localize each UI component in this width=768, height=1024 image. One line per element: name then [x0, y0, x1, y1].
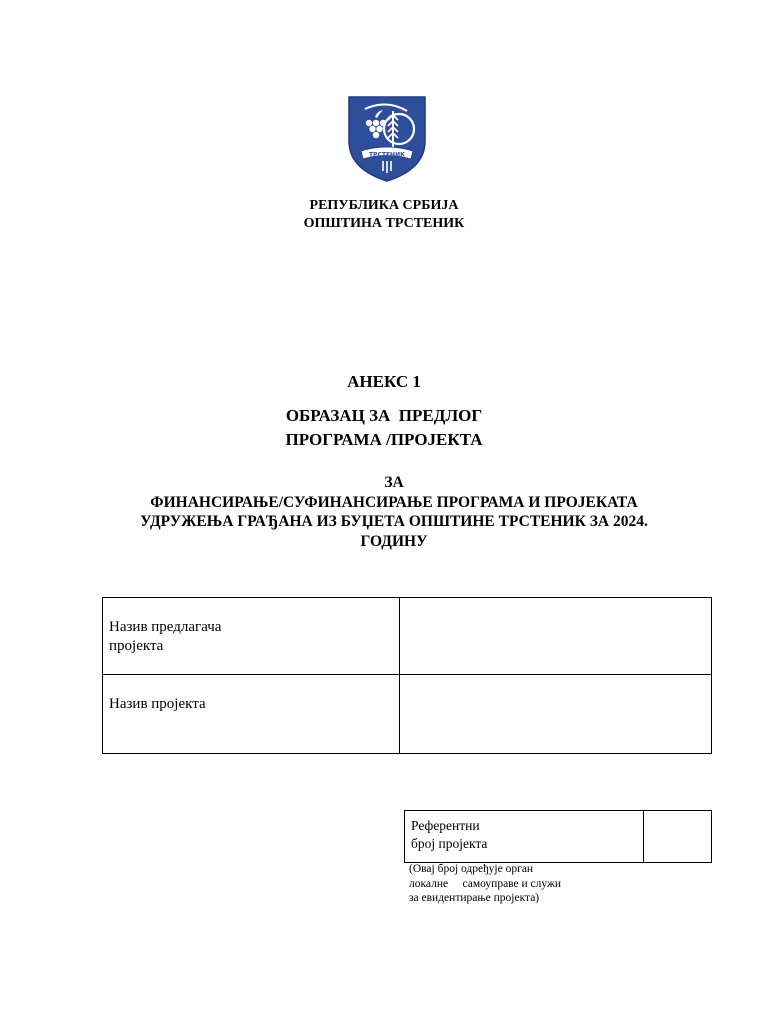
municipality-name: ОПШТИНА ТРСТЕНИК: [303, 216, 465, 231]
municipal-crest-icon: [347, 95, 427, 183]
project-name-field[interactable]: [400, 675, 712, 754]
reference-number-table: [404, 810, 712, 863]
reference-note: [409, 862, 599, 906]
form-title-line1: ОБРАЗАЦ ЗА ПРЕДЛОГ: [285, 406, 483, 425]
reference-note-line2: локалне самоуправе и служи: [409, 877, 562, 890]
reference-number-field[interactable]: [644, 811, 712, 863]
country-name: РЕПУБЛИКА СРБИЈА: [309, 198, 459, 213]
form-title-line2: ПРОГРАМА /ПРОЈЕКТА: [285, 430, 483, 449]
table-row: [103, 675, 712, 754]
purpose-line4: ГОДИНУ: [360, 532, 428, 550]
reference-label-line1: Референтни: [411, 818, 480, 833]
table-row: [405, 811, 712, 863]
annex-title: АНЕКС 1: [347, 372, 421, 391]
proposer-label-line2: пројекта: [109, 638, 164, 654]
form-title: [0, 404, 768, 452]
reference-note-line1: (Овај број одређује орган: [409, 863, 534, 875]
project-info-table: [102, 597, 712, 754]
purpose-heading: [60, 473, 728, 551]
reference-label-line2: број пројекта: [411, 836, 488, 851]
project-label-line1: Назив пројекта: [109, 696, 206, 712]
table-row: [103, 598, 712, 675]
purpose-line3: УДРУЖЕЊА ГРАЂАНА ИЗ БУЏЕТА ОПШТИНЕ ТРСТЕНИК ЗА 2024.: [140, 513, 648, 530]
reference-label-cell: [405, 811, 644, 863]
proposer-label-cell: [103, 598, 400, 675]
proposer-label-line1: Назив предлагача: [109, 619, 222, 635]
proposer-name-field[interactable]: [400, 598, 712, 675]
project-label-cell: [103, 675, 400, 754]
crest-ribbon-text: ТРСТЕНИК: [368, 151, 406, 159]
document-header: [0, 197, 768, 233]
purpose-line1: ЗА: [384, 474, 404, 491]
purpose-line2: ФИНАНСИРАЊЕ/СУФИНАНСИРАЊЕ ПРОГРАМА И ПРОЈЕКАТА: [150, 493, 638, 511]
reference-note-line3: за евидентирање пројекта): [409, 892, 540, 904]
